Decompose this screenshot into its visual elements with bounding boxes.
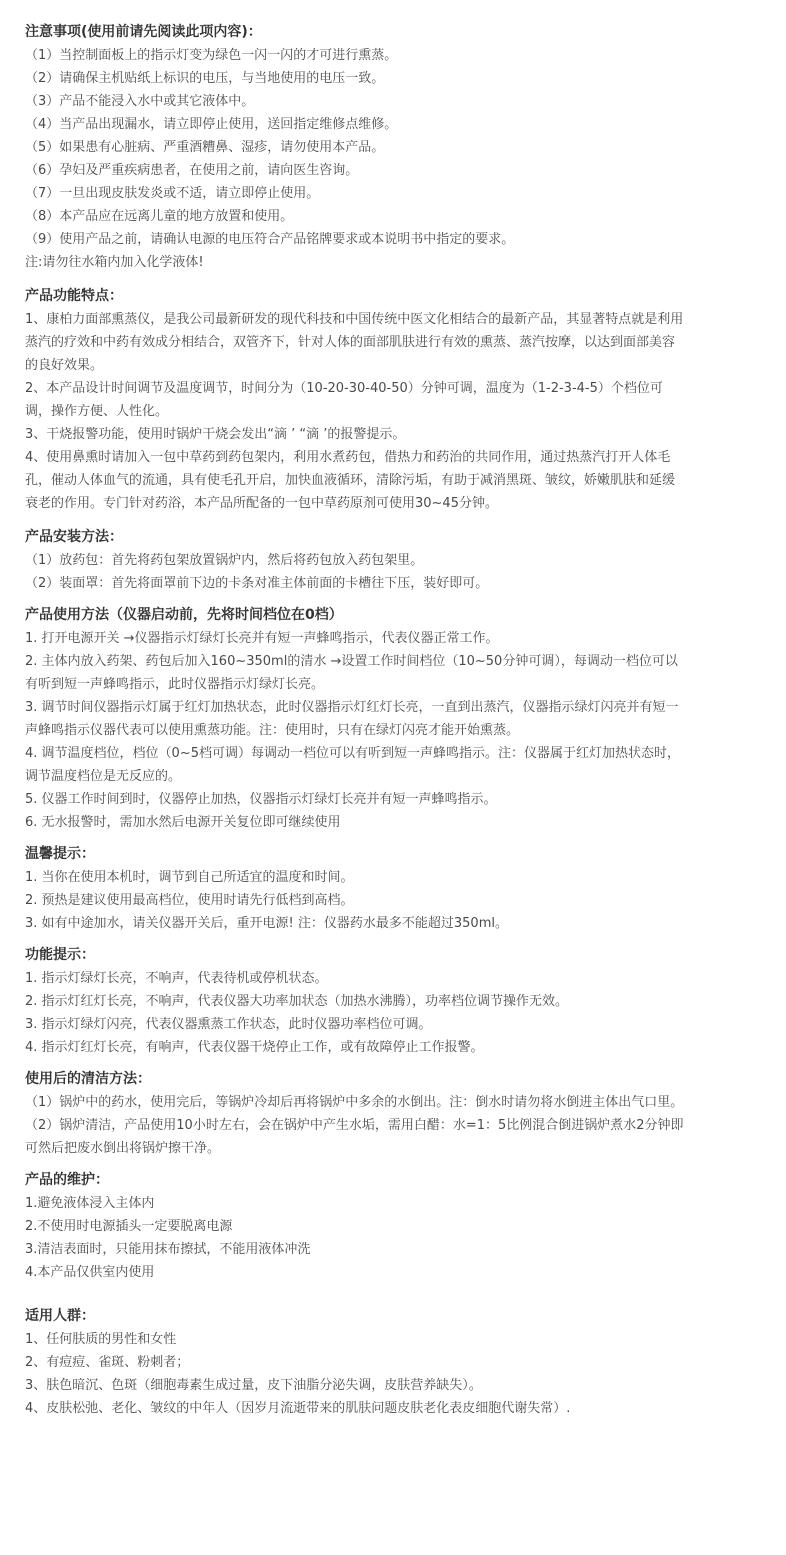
list-item: 3. 指示灯绿灯闪亮，代表仪器熏蒸工作状态，此时仪器功率档位可调。 [25,1017,432,1032]
instruction-document [25,20,685,1420]
list-item: （2）装面罩：首先将面罩前下边的卡条对准主体前面的卡槽往下压，装好即可。 [25,576,489,591]
list-item: 2、有痘痘、雀斑、粉刺者； [25,1355,190,1370]
cleaning-section [25,1067,685,1160]
indicator-section [25,943,685,1059]
list-item: 3. 如有中途加水，请关仪器开关后，重开电源! 注：仪器药水最多不能超过350ml。 [25,916,508,931]
list-item: 1.避免液体浸入主体内 [25,1196,155,1211]
list-item: 2. 主体内放入药架、药包后加入160~350ml的清水 →设置工作时间档位（10~50分钟可调），每调动一档位可以有听到短一声蜂鸣指示，此时仪器指示灯绿灯长亮。 [25,654,678,692]
list-item: 4.本产品仅供室内使用 [25,1265,155,1280]
list-item: 3、干烧报警功能，使用时锅炉干烧会发出“滴 ’ “滴 ’的报警提示。 [25,427,406,442]
list-item: （2）锅炉清洁，产品使用10小时左右，会在锅炉中产生水垢，需用白醋：水=1：5比例混合倒进锅炉煮水2分钟即可然后把废水倒出将锅炉擦干净。 [25,1118,684,1156]
section-heading: 使用后的清洁方法： [25,1071,151,1087]
list-item: 4、使用鼻熏时请加入一包中草药到药包架内，利用水煮药包，借热力和药治的共同作用，通过热蒸汽打开人体毛孔，催动人体血气的流通，具有使毛孔开启，加快血液循环，清除污垢，有助于减消黑斑、皱纹，娇嫩肌肤和延缓衰老的作用。专门针对药浴，本产品所配备的一包中草药原剂可使用30~45分钟。 [25,450,676,511]
section-heading: 适用人群： [25,1308,95,1324]
list-item: （6）孕妇及严重疾病患者，在使用之前，请向医生咨询。 [25,163,359,178]
list-item: 3. 调节时间仪器指示灯属于红灯加热状态，此时仪器指示灯红灯长亮，一直到出蒸汽，仪器指示绿灯闪亮并有短一声蜂鸣指示仪器代表可以使用熏蒸功能。注：使用时，只有在绿灯闪亮才能开始熏蒸。 [25,700,679,738]
section-heading: 产品使用方法（仪器启动前，先将时间档位在0档） [25,607,343,623]
list-item: 3、肤色暗沉、色斑（细胞毒素生成过量，皮下油脂分泌失调，皮肤营养缺失）。 [25,1378,482,1393]
list-item: 1、任何肤质的男性和女性 [25,1332,177,1347]
target-users-section [25,1304,685,1420]
list-item: 1. 当你在使用本机时，调节到自己所适宜的温度和时间。 [25,870,354,885]
section-heading: 产品的维护： [25,1172,109,1188]
list-item: 2. 预热是建议使用最高档位，使用时请先行低档到高档。 [25,893,354,908]
section-heading: 功能提示： [25,947,95,963]
list-item: （1）锅炉中的药水，使用完后，等锅炉冷却后再将锅炉中多余的水倒出。注：倒水时请勿将水倒进主体出气口里。 [25,1095,684,1110]
list-item: （1）放药包：首先将药包架放置锅炉内，然后将药包放入药包架里。 [25,553,424,568]
list-item: 2.不使用时电源插头一定要脱离电源 [25,1219,233,1234]
list-item: 2. 指示灯红灯长亮，不响声，代表仪器大功率加状态（加热水沸腾），功率档位调节操作无效。 [25,994,569,1009]
tips-section [25,842,685,935]
list-item: （7）一旦出现皮肤发炎或不适，请立即停止使用。 [25,186,320,201]
maintenance-section [25,1168,685,1284]
section-heading: 注意事项(使用前请先阅读此项内容)： [25,24,262,40]
section-heading: 产品功能特点： [25,288,123,304]
list-item: （8）本产品应在远离儿童的地方放置和使用。 [25,209,294,224]
features-section [25,284,685,515]
section-heading: 温馨提示： [25,846,95,862]
list-item: 1. 打开电源开关 →仪器指示灯绿灯长亮并有短一声蜂鸣指示，代表仪器正常工作。 [25,631,499,646]
list-item: （4）当产品出现漏水，请立即停止使用，送回指定维修点维修。 [25,117,398,132]
list-item: 3.清洁表面时，只能用抹布擦拭，不能用液体冲洗 [25,1242,311,1257]
list-item: （5）如果患有心脏病、严重酒糟鼻、湿疹，请勿使用本产品。 [25,140,385,155]
list-item: 4、皮肤松弛、老化、皱纹的中年人（因岁月流逝带来的肌肤问题皮肤老化表皮细胞代谢失常）. [25,1401,571,1416]
precautions-section [25,20,685,274]
list-item: （3）产品不能浸入水中或其它液体中。 [25,94,255,109]
list-item: （2）请确保主机贴纸上标识的电压，与当地使用的电压一致。 [25,71,385,86]
list-item: 1、康柏力面部熏蒸仪，是我公司最新研发的现代科技和中国传统中医文化相结合的最新产品，其显著特点就是利用蒸汽的疗效和中药有效成分相结合，双管齐下，针对人体的面部肌肤进行有效的熏蒸、蒸汽按摩，以达到面部美容的良好效果。 [25,312,684,373]
usage-section [25,603,685,834]
installation-section [25,525,685,595]
list-item: 5. 仪器工作时间到时，仪器停止加热，仪器指示灯绿灯长亮并有短一声蜂鸣指示。 [25,792,497,807]
list-item: 6. 无水报警时，需加水然后电源开关复位即可继续使用 [25,815,341,830]
section-heading: 产品安装方法： [25,529,123,545]
list-item: （9）使用产品之前，请确认电源的电压符合产品铭牌要求或本说明书中指定的要求。 [25,232,515,247]
list-item: （1）当控制面板上的指示灯变为绿色一闪一闪的才可进行熏蒸。 [25,48,398,63]
list-item: 2、本产品设计时间调节及温度调节，时间分为（10-20-30-40-50）分钟可调，温度为（1-2-3-4-5）个档位可调，操作方便、人性化。 [25,381,663,419]
note-text: 注:请勿往水箱内加入化学液体! [25,255,204,270]
list-item: 4. 调节温度档位，档位（0~5档可调）每调动一档位可以有听到短一声蜂鸣指示。注：仪器属于红灯加热状态时，调节温度档位是无反应的。 [25,746,680,784]
list-item: 1. 指示灯绿灯长亮，不响声，代表待机或停机状态。 [25,971,328,986]
list-item: 4. 指示灯红灯长亮，有响声，代表仪器干烧停止工作，或有故障停止工作报警。 [25,1040,484,1055]
